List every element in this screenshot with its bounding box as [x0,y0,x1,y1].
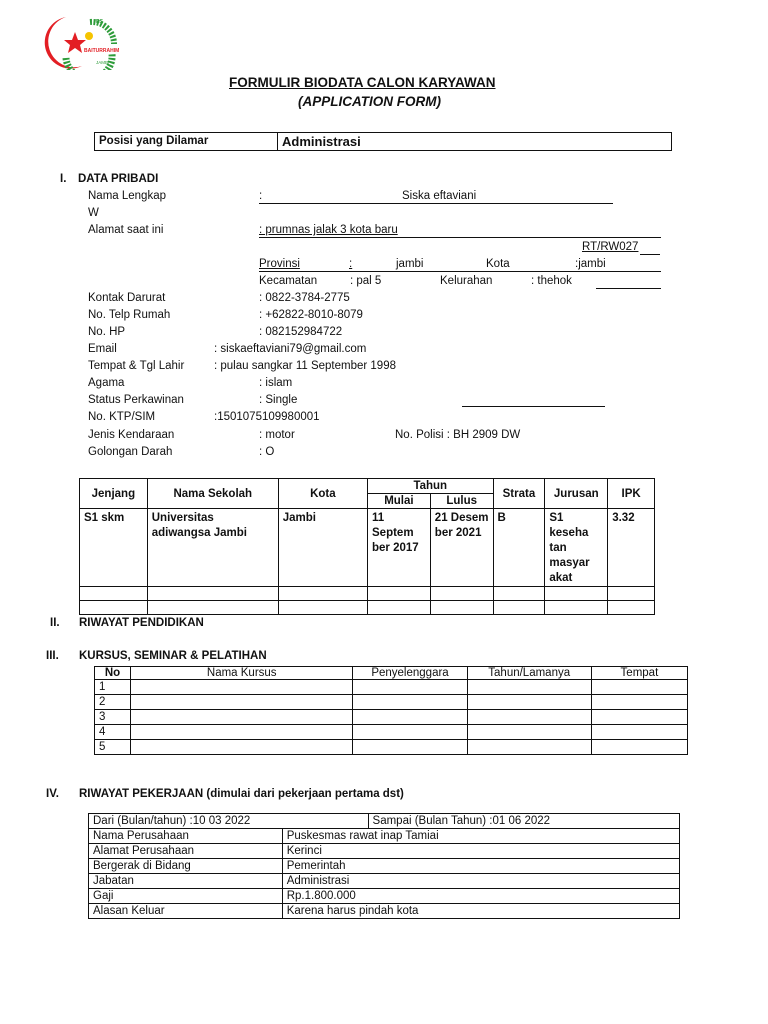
agama-label: Agama [88,377,125,389]
edu-cell-kota[interactable]: Jambi [278,509,367,587]
kursus-row-no: 2 [95,695,131,710]
kursus-row-no: 3 [95,710,131,725]
kelurahan-label: Kelurahan [440,275,493,287]
edu-header-kota: Kota [278,479,367,509]
kerja-gaji-label: Gaji [89,889,283,904]
edu-cell-ipk[interactable]: 3.32 [608,509,655,587]
hp-label: No. HP [88,326,126,338]
edu-cell-jenjang[interactable]: S1 skm [80,509,148,587]
kerja-sampai[interactable]: Sampai (Bulan Tahun) :01 06 2022 [368,814,679,829]
edu-header-tahun: Tahun [368,479,494,494]
section2-num: II. [50,617,60,629]
table-row [89,874,680,889]
kerja-nama-label: Nama Perusahaan [89,829,283,844]
telp-value[interactable]: : +62822-8010-8079 [259,309,363,321]
table-row [89,889,680,904]
status-label: Status Perkawinan [88,394,184,406]
kecamatan-value[interactable]: : pal 5 [350,275,382,287]
ttl-value[interactable]: : pulau sangkar 11 September 1998 [214,360,396,372]
section2-title: RIWAYAT PENDIDIKAN [79,617,204,629]
table-row [89,904,680,919]
status-value[interactable]: : Single [259,394,298,406]
edu-cell-strata[interactable]: B [493,509,545,587]
kerja-alasan-label: Alasan Keluar [89,904,283,919]
ttl-label: Tempat & Tgl Lahir [88,360,185,372]
edu-cell-mulai[interactable]: 11 Septem ber 2017 [368,509,431,587]
rtrw-value[interactable]: RT/RW027 [582,241,639,253]
edu-header-mulai: Mulai [368,494,431,509]
kerja-jabatan-label: Jabatan [89,874,283,889]
kerja-dari[interactable]: Dari (Bulan/tahun) :10 03 2022 [89,814,369,829]
table-row [80,587,655,601]
section3-num: III. [46,650,59,662]
kontak-label: Kontak Darurat [88,292,166,304]
darah-label: Golongan Darah [88,446,173,458]
table-row [95,680,688,695]
agama-value[interactable]: : islam [259,377,293,389]
table-row [80,601,655,615]
table-row [89,859,680,874]
kursus-header-penyelenggara: Penyelenggara [353,667,467,680]
kontak-value[interactable]: : 0822-3784-2775 [259,292,350,304]
position-label: Posisi yang Dilamar [95,133,278,151]
kecamatan-label: Kecamatan [259,275,318,287]
education-table [79,478,655,615]
kendaraan-value[interactable]: : motor [259,429,295,441]
email-value[interactable]: : siskaeftaviani79@gmail.com [214,343,367,355]
nama-value[interactable]: Siska eftaviani [402,190,477,202]
provinsi-colon: : [349,258,353,270]
table-row [89,844,680,859]
position-table [94,132,672,151]
darah-value[interactable]: : O [259,446,275,458]
table-row [89,829,680,844]
section4-num: IV. [46,788,60,800]
kota-label: Kota [486,258,510,270]
section4-title: RIWAYAT PEKERJAAN (dimulai dari pekerjaan pertama dst) [79,788,404,800]
nama-colon: : [259,190,263,202]
svg-text:RS: RS [96,19,103,25]
table-row [80,509,655,587]
kursus-header-tahun: Tahun/Lamanya [467,667,591,680]
edu-header-jenjang: Jenjang [80,479,148,509]
kerja-jabatan-value[interactable]: Administrasi [282,874,679,889]
edu-cell-lulus[interactable]: 21 Desem ber 2021 [430,509,493,587]
logo-star-icon [64,32,86,53]
position-value[interactable]: Administrasi [278,133,672,151]
kerja-gaji-value[interactable]: Rp.1.800.000 [282,889,679,904]
edu-header-lulus: Lulus [430,494,493,509]
ktp-label: No. KTP/SIM [88,411,156,423]
alamat-value[interactable]: : prumnas jalak 3 kota baru [259,224,398,236]
table-row [95,695,688,710]
kursus-table [94,666,688,755]
kelurahan-value[interactable]: : thehok [531,275,572,287]
table-row [95,710,688,725]
ktp-value[interactable]: :1501075109980001 [214,411,320,423]
email-label: Email [88,343,117,355]
nama-extra: W [88,207,99,219]
kursus-row-no: 1 [95,680,131,695]
telp-label: No. Telp Rumah [88,309,171,321]
edu-cell-jurusan[interactable]: S1 keseha tan masyar akat [545,509,608,587]
pekerjaan-table [88,813,680,919]
table-row [95,740,688,755]
provinsi-label: Provinsi [259,258,300,270]
kursus-row-no: 4 [95,725,131,740]
kursus-row-no: 5 [95,740,131,755]
polisi-value[interactable]: No. Polisi : BH 2909 DW [395,429,521,441]
section1-title: DATA PRIBADI [78,173,159,185]
nama-label: Nama Lengkap [88,190,166,202]
table-row [95,725,688,740]
edu-header-jurusan: Jurusan [545,479,608,509]
kerja-alamat-value[interactable]: Kerinci [282,844,679,859]
alamat-label: Alamat saat ini [88,224,164,236]
kursus-header-tempat: Tempat [591,667,687,680]
edu-header-sekolah: Nama Sekolah [147,479,278,509]
provinsi-value[interactable]: jambi [396,258,424,270]
kerja-alasan-value[interactable]: Karena harus pindah kota [282,904,679,919]
kota-value[interactable]: :jambi [575,258,606,270]
svg-text:BAITURRAHIM: BAITURRAHIM [84,48,120,54]
kursus-header-nama: Nama Kursus [131,667,353,680]
kerja-bidang-label: Bergerak di Bidang [89,859,283,874]
kursus-header-no: No [95,667,131,680]
section1-num: I. [60,173,67,185]
kerja-alamat-label: Alamat Perusahaan [89,844,283,859]
hp-value[interactable]: : 082152984722 [259,326,343,338]
kendaraan-label: Jenis Kendaraan [88,429,175,441]
edu-header-ipk: IPK [608,479,655,509]
hospital-logo [36,14,126,70]
form-title: FORMULIR BIODATA CALON KARYAWAN [229,75,496,90]
kerja-bidang-value[interactable]: Pemerintah [282,859,679,874]
edu-header-strata: Strata [493,479,545,509]
edu-cell-sekolah[interactable]: Universitas adiwangsa Jambi [147,509,278,587]
svg-text:JAMBI: JAMBI [96,60,110,65]
kerja-nama-value[interactable]: Puskesmas rawat inap Tamiai [282,829,679,844]
form-subtitle: (APPLICATION FORM) [298,94,441,109]
section3-title: KURSUS, SEMINAR & PELATIHAN [79,650,267,662]
